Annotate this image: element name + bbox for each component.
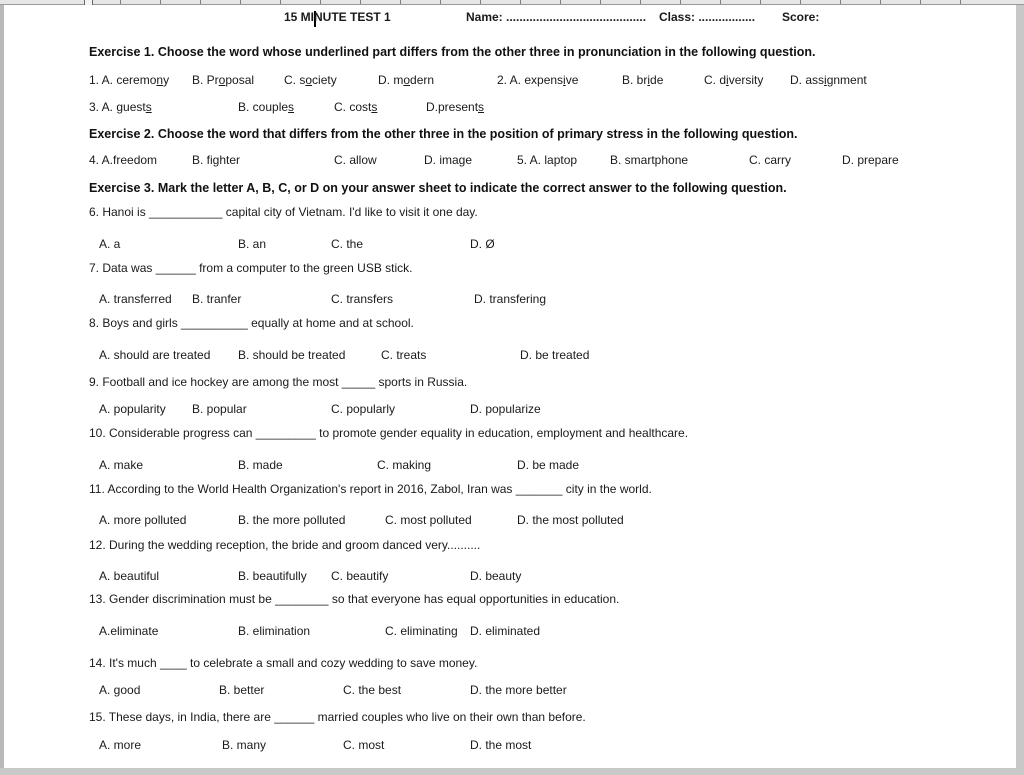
ruler-tick [200,0,201,4]
ruler-tick [800,0,801,4]
ruler-tick [520,0,521,4]
ruler-tick [400,0,401,4]
option-c: C. eliminating [385,624,458,638]
option-d: D. transfering [474,292,547,306]
option-a: A. should are treated [99,348,211,362]
question-text: 15. These days, in India, there are ______ married couples who live on their own than before. [89,710,586,724]
option-a: A. beautiful [99,569,160,583]
q5-option-c: C. carry [749,153,791,167]
ruler-tick [320,0,321,4]
score-field-label: Score: [782,10,820,24]
ruler-tick [240,0,241,4]
ruler-tick [960,0,961,4]
name-field-label: Name: .......................................... [466,10,647,24]
option-d: D. the most polluted [517,513,624,527]
ruler-tick [880,0,881,4]
option-a: A. popularity [99,402,166,416]
option-c: C. treats [381,348,427,362]
q5-option-b: B. smartphone [610,153,689,167]
option-b: B. tranfer [192,292,242,306]
option-b: B. should be treated [238,348,346,362]
q2-option-a: 2. A. expensive [497,73,579,87]
ruler-tick [440,0,441,4]
ruler-tick [640,0,641,4]
question-text: 14. It's much ____ to celebrate a small and cozy wedding to save money. [89,656,478,670]
vertical-scrollbar[interactable] [1016,5,1024,768]
q4-option-d: D. image [424,153,473,167]
option-b: B. made [238,458,283,472]
option-a: A. more polluted [99,513,187,527]
q4-option-a: 4. A.freedom [89,153,158,167]
option-a: A. transferred [99,292,172,306]
option-d: D. the most [470,738,532,752]
option-a: A. a [99,237,121,251]
question-text: 11. According to the World Health Organization's report in 2016, Zabol, Iran was _______ city in the world. [89,482,652,496]
ruler-tick [360,0,361,4]
ruler-tick [680,0,681,4]
q1-option-a: 1. A. ceremony [89,73,170,87]
q1-option-b: B. Proposal [192,73,255,87]
option-d: D. be treated [520,348,590,362]
q3-option-b: B. couples [238,100,295,114]
option-c: C. the best [343,683,402,697]
option-d: D. popularize [470,402,541,416]
option-d: D. the more better [470,683,567,697]
ruler-tick [480,0,481,4]
q2-option-b: B. bride [622,73,664,87]
option-d: D. eliminated [470,624,541,638]
question-text: 6. Hanoi is ___________ capital city of Vietnam. I'd like to visit it one day. [89,205,478,219]
exercise-3-instruction: Exercise 3. Mark the letter A, B, C, or D on your answer sheet to indicate the correct answer to the following question. [89,181,787,195]
q2-option-c: C. diversity [704,73,764,87]
option-a: A. more [99,738,142,752]
ruler-tick [840,0,841,4]
option-d: D. be made [517,458,580,472]
option-c: C. the [331,237,364,251]
document-page[interactable] [4,5,1016,768]
ruler-tick [600,0,601,4]
option-b: B. beautifully [238,569,307,583]
option-d: D. beauty [470,569,522,583]
option-b: B. many [222,738,267,752]
ruler-tick [720,0,721,4]
q3-option-c: C. costs [334,100,378,114]
question-text: 8. Boys and girls __________ equally at home and at school. [89,316,414,330]
option-c: C. popularly [331,402,396,416]
q4-option-b: B. fighter [192,153,241,167]
question-text: 10. Considerable progress can _________ to promote gender equality in education, employment and healthcare. [89,426,689,440]
q5-option-a: 5. A. laptop [517,153,578,167]
option-b: B. elimination [238,624,311,638]
q5-option-d: D. prepare [842,153,899,167]
class-field-label: Class: ................. [659,10,756,24]
exercise-1-instruction: Exercise 1. Choose the word whose underlined part differs from the other three in pronunciation in the following question. [89,45,816,59]
question-text: 7. Data was ______ from a computer to the green USB stick. [89,261,413,275]
q1-option-d: D. modern [378,73,435,87]
option-b: B. better [219,683,265,697]
test-title: 15 MINUTE TEST 1 [284,10,391,24]
option-a: A. make [99,458,144,472]
q3-option-a: 3. A. guests [89,100,152,114]
question-text: 12. During the wedding reception, the bride and groom danced very.......... [89,538,481,552]
ruler-tick [920,0,921,4]
exercise-2-instruction: Exercise 2. Choose the word that differs from the other three in the position of primary stress in the following question. [89,127,798,141]
ruler-tick [120,0,121,4]
option-c: C. most polluted [385,513,472,527]
option-a: A. good [99,683,141,697]
option-c: C. transfers [331,292,394,306]
option-a: A.eliminate [99,624,159,638]
ruler-tick [280,0,281,4]
q2-option-d: D. assignment [790,73,867,87]
ruler-tick [160,0,161,4]
option-b: B. an [238,237,267,251]
option-b: B. popular [192,402,247,416]
option-c: C. beautify [331,569,389,583]
q1-option-c: C. society [284,73,337,87]
option-b: B. the more polluted [238,513,346,527]
q4-option-c: C. allow [334,153,377,167]
option-c: C. most [343,738,385,752]
ruler-tick [560,0,561,4]
q3-option-d: D.presents [426,100,485,114]
question-text: 13. Gender discrimination must be ________ so that everyone has equal opportunities in education. [89,592,620,606]
ruler-tick [760,0,761,4]
option-c: C. making [377,458,432,472]
horizontal-scrollbar[interactable] [0,768,1024,775]
option-d: D. Ø [470,237,495,251]
question-text: 9. Football and ice hockey are among the most _____ sports in Russia. [89,375,468,389]
